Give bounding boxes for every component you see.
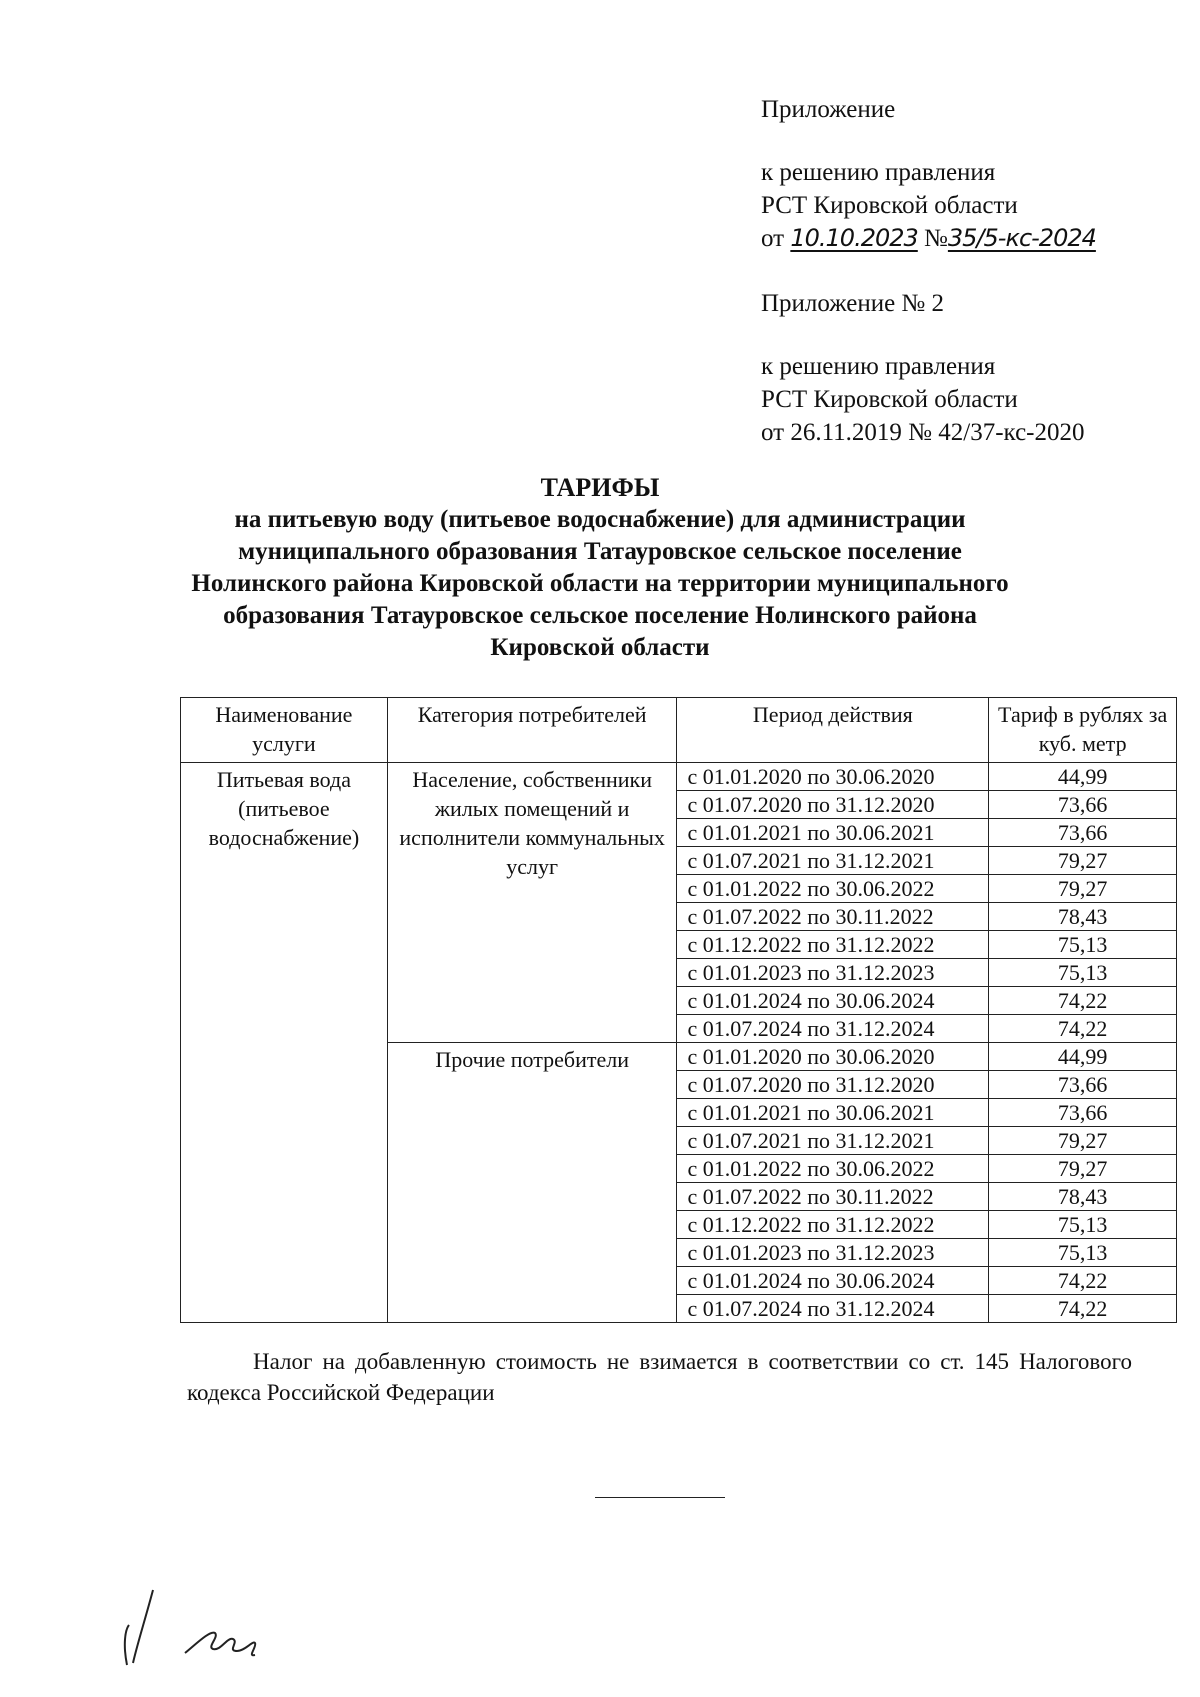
table-body [181, 763, 1177, 1323]
tariff-cell: 73,66 [989, 1071, 1177, 1099]
tariff-cell: 75,13 [989, 959, 1177, 987]
tariff-cell: 74,22 [989, 1267, 1177, 1295]
tariff-table [180, 697, 1177, 1323]
signature-mark [115, 1585, 305, 1680]
authority-line: РСТ Кировской области [761, 192, 1018, 219]
decision-date-number-2: от 26.11.2019 № 42/37-кс-2020 [761, 419, 1085, 446]
title-line: муниципального образования Татауровское сельское поселение [238, 538, 962, 565]
period-cell: с 01.07.2024 по 31.12.2024 [677, 1295, 989, 1323]
period-cell: с 01.07.2021 по 31.12.2021 [677, 1127, 989, 1155]
tariff-cell: 79,27 [989, 875, 1177, 903]
period-cell: с 01.07.2020 по 31.12.2020 [677, 791, 989, 819]
title-line: на питьевую воду (питьевое водоснабжение) для администрации [234, 506, 966, 533]
tariff-cell: 75,13 [989, 931, 1177, 959]
appendix-label: Приложение [761, 96, 896, 123]
title-main: ТАРИФЫ [540, 473, 660, 502]
decision-line: к решению правления [761, 159, 996, 186]
period-cell: с 01.01.2022 по 30.06.2022 [677, 1155, 989, 1183]
tariff-cell: 78,43 [989, 903, 1177, 931]
from-prefix: от [761, 225, 785, 252]
period-cell: с 01.01.2023 по 31.12.2023 [677, 959, 989, 987]
table-row [181, 763, 1177, 791]
category-cell: Прочие потребители [387, 1043, 677, 1323]
appendix-header [761, 93, 1096, 255]
tariff-cell: 74,22 [989, 1295, 1177, 1323]
decision-line-2: к решению правления [761, 353, 996, 380]
period-cell: с 01.01.2023 по 31.12.2023 [677, 1239, 989, 1267]
tariff-cell: 74,22 [989, 1015, 1177, 1043]
tariff-cell: 79,27 [989, 847, 1177, 875]
period-cell: с 01.07.2024 по 31.12.2024 [677, 1015, 989, 1043]
appendix-2-label: Приложение № 2 [761, 290, 945, 317]
header-category: Категория потребителей [387, 698, 677, 763]
number-prefix: № [924, 225, 948, 252]
header-service: Наименование услуги [181, 698, 388, 763]
period-cell: с 01.12.2022 по 31.12.2022 [677, 931, 989, 959]
authority-line-2: РСТ Кировской области [761, 386, 1018, 413]
handwritten-number: 35/5-кс-2024 [947, 224, 1096, 252]
period-cell: с 01.07.2022 по 30.11.2022 [677, 903, 989, 931]
vat-note: Налог на добавленную стоимость не взимается в соответствии со ст. 145 Налогового кодекса Российской Федерации [187, 1349, 1132, 1405]
period-cell: с 01.12.2022 по 31.12.2022 [677, 1211, 989, 1239]
period-cell: с 01.07.2021 по 31.12.2021 [677, 847, 989, 875]
period-cell: с 01.01.2021 по 30.06.2021 [677, 819, 989, 847]
table-header-row [181, 698, 1177, 763]
period-cell: с 01.01.2022 по 30.06.2022 [677, 875, 989, 903]
tariff-cell: 75,13 [989, 1211, 1177, 1239]
header-period: Период действия [677, 698, 989, 763]
period-cell: с 01.01.2020 по 30.06.2020 [677, 763, 989, 791]
tariff-cell: 75,13 [989, 1239, 1177, 1267]
tariff-cell: 74,22 [989, 987, 1177, 1015]
period-cell: с 01.07.2020 по 31.12.2020 [677, 1071, 989, 1099]
tariff-cell: 79,27 [989, 1127, 1177, 1155]
end-rule [595, 1497, 725, 1498]
period-cell: с 01.01.2020 по 30.06.2020 [677, 1043, 989, 1071]
title-line: Кировской области [490, 634, 710, 661]
handwritten-date: 10.10.2023 [790, 224, 918, 252]
tariff-cell: 73,66 [989, 819, 1177, 847]
period-cell: с 01.07.2022 по 30.11.2022 [677, 1183, 989, 1211]
decision-date-number [761, 222, 1096, 255]
category-cell: Население, собственники жилых помещений и исполнители коммунальных услуг [387, 763, 677, 1043]
document-title [150, 472, 1050, 664]
tariff-cell: 78,43 [989, 1183, 1177, 1211]
tariff-cell: 79,27 [989, 1155, 1177, 1183]
title-line: образования Татауровское сельское поселение Нолинского района [223, 602, 977, 629]
tariff-cell: 73,66 [989, 791, 1177, 819]
tariff-cell: 73,66 [989, 1099, 1177, 1127]
period-cell: с 01.01.2024 по 30.06.2024 [677, 1267, 989, 1295]
period-cell: с 01.01.2021 по 30.06.2021 [677, 1099, 989, 1127]
period-cell: с 01.01.2024 по 30.06.2024 [677, 987, 989, 1015]
title-line: Нолинского района Кировской области на территории муниципального [191, 570, 1009, 597]
tariff-cell: 44,99 [989, 763, 1177, 791]
appendix-2-header [761, 287, 1085, 449]
service-cell: Питьевая вода (питьевое водоснабжение) [181, 763, 388, 1323]
tariff-cell: 44,99 [989, 1043, 1177, 1071]
header-tariff: Тариф в рублях за куб. метр [989, 698, 1177, 763]
